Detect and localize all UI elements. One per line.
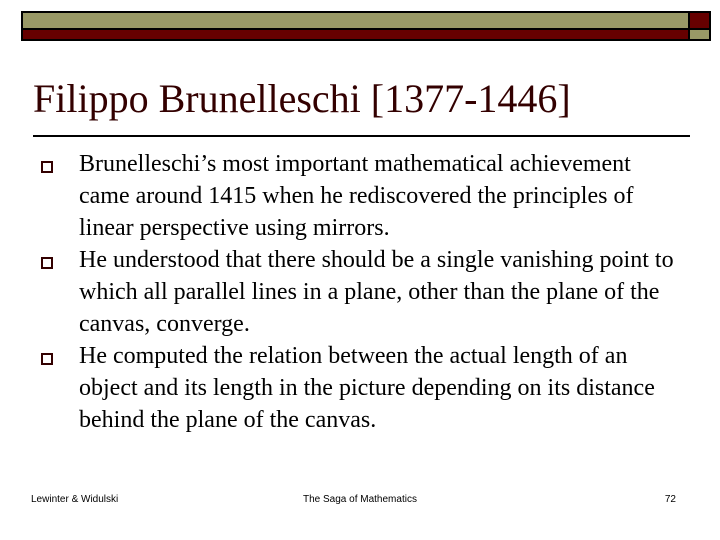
title-divider xyxy=(33,135,690,137)
square-bullet-icon xyxy=(41,161,53,173)
bullet-text: He understood that there should be a single vanishing point to which all parallel lines in a plane, other than the plane of the canvas, converge. xyxy=(79,247,674,337)
bullet-item xyxy=(41,148,639,244)
maroon-band xyxy=(23,30,688,39)
square-bullet-icon xyxy=(41,353,53,365)
slide-title: Filippo Brunelleschi [1377-1446] xyxy=(33,76,571,121)
olive-band xyxy=(23,13,688,28)
corner-maroon-block xyxy=(690,13,709,28)
square-bullet-icon xyxy=(41,257,53,269)
bullet-item xyxy=(41,244,689,340)
bullet-list xyxy=(41,148,711,436)
page-number: 72 xyxy=(664,494,676,505)
footer-title: The Saga of Mathematics xyxy=(303,494,417,505)
bullet-item xyxy=(41,340,689,436)
bullet-text: He computed the relation between the actual length of an object and its length in the picture depending on its distance behind the plane of the canvas. xyxy=(79,343,655,433)
bullet-text: Brunelleschi’s most important mathematical achievement came around 1415 when he rediscovered the principles of linear perspective using mirrors. xyxy=(79,151,634,241)
top-decorative-bar xyxy=(21,11,711,41)
footer-authors: Lewinter & Widulski xyxy=(31,494,119,505)
corner-olive-block xyxy=(690,30,709,39)
